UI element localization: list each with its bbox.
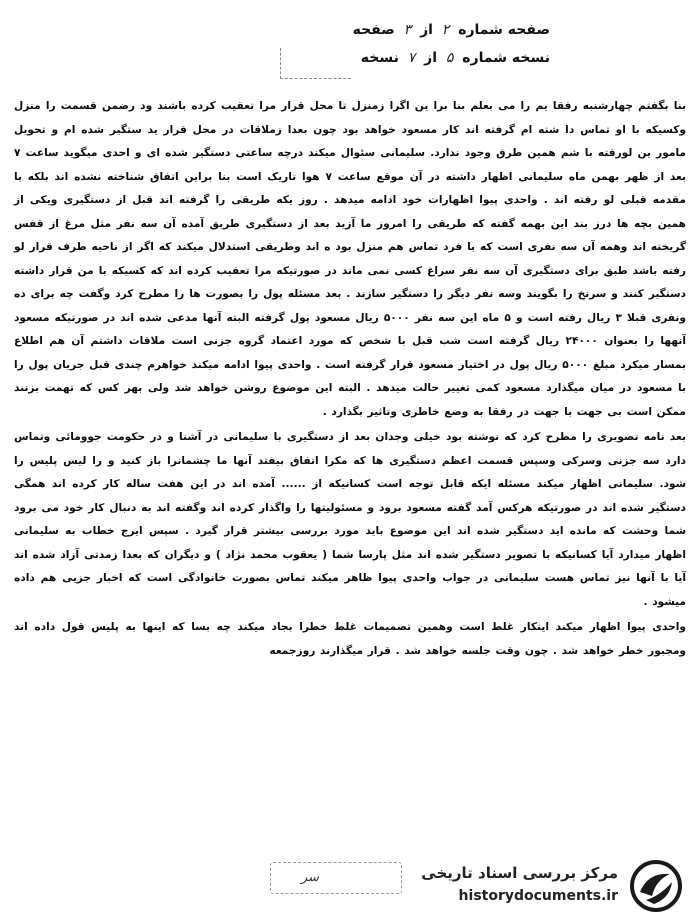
header-stamp-area (280, 48, 351, 79)
body-paragraph: واحدی پیوا اظهار میکند اینکار غلط است وهمین تصمیمات غلط خطرا بجاد میکند چه بسا که اینها به پلیس قول داده اند ومجبور خطر خواهد شد . چون وقت جلسه خواهد شد . قرار میگذارند روزجمعه (14, 621, 686, 657)
archive-logo-icon (626, 858, 686, 914)
header-page-number: صفحه شماره ۲ از ۳ صفحه (352, 22, 550, 38)
document-body (14, 95, 686, 663)
watermark-url: historydocuments.ir (458, 888, 618, 904)
footer-stamp: سر (270, 862, 402, 894)
header-copy-number: نسخه شماره ۵ از ۷ نسخه (360, 50, 550, 66)
watermark-title: مرکز بررسی اسناد تاریخی (421, 864, 618, 882)
body-paragraph: بعد نامه تصویری را مطرح کرد که نوشته بود خیلی وجدان بعد از دستگیری با سلیمانی در آشنا و در حکومت جوومائی وتماس دارد سه جزنی وسرکی وسپس قسمت اعظم دستگیری ها که مکرا اتفاق بیفتد آنها ما چشمانرا باز کنید و را لیس پلیس را شود. سلیمانی اظهار میکند مسئله ایکه قابل توجه است کسانیکه از ...... آمده اند در این هفت ساله کار کرده اند همگی دستگیر شده اند در صورتیکه هرکس آمد گفته مسعود برود و مسئولیتها را واگذار کرده اند وگفته اند به دنبال کار خود می برود شما وحشت که مانده اید دستگیر شده اند این موضوع باید مورد بررسی بیشتر قرار گیرد . سپس ایرج خطاب به سلیمانی اظهار میدارد آیا کسانیکه با تصویر دستگیر شده اند مثل پارسا شما ( یعقوب محمد نژاد ) و دیگران که بعدا زمدتی آزاد شده اند آیا با آنها نیز تماس هست سلیمانی در جواب واحدی پیوا ظاهر میکند تماس بصورت خانوادگی است که اخبار جزیی هم داده میشود . (14, 431, 686, 608)
body-paragraph: بنا بگفتم چهارشنبه رفقا یم را می بعلم بنا برا ین اگرا زمنزل تا محل قرار مرا تعقیب کرده باشند ود رضمن قسمت را منزل وکسیکه با او تماس دا شته ام گرفته اند کار مسعود خواهد بود چون بعدا زملاقات در محل قرار ید ستگیر شده ام و تحویل مامور ین لورفته با شم همین طرق وجود ندارد. سلیمانی سئوال میکند درچه ساعتی دستگیر شده ای و احدی میگوید ساعت ۷ بعد از ظهر بهمن ماه سلیمانی اظهار داشته در آن موقع ساعت ۷ هوا تاریک است بنا براین اتفاق شناخته نشده اند بلکه با مقدمه قبلی لو رفته اند . واحدی پیوا اظهارات خود ادامه میدهد . روز یکه طریقی را گرفته اند قبل از دستگیری ویکی از همین بچه ها درز بند این بهمه گفته که طریقی را امروز ما آزید بعد از دستگیری طریق آمده آن سه نفر مثل مرغ از قفس گریخته اند وهمه آن سه نفری است که با فرد تماس هم منزل بود ه اند وطریقی استدلال میکند که اگر از ناحیه طرف قرار لو رفته باشد طبق برای دستگیری آن سه نفر سراغ کسی نمی ماند در صورتیکه مرا تعقیب کرده اند که کسیکه با من قرار داشته دستگیر کنند و سرنخ را بگویند وسه نفر دیگر را دستگیر سازند . بعد مسئله پول را بصورت ها را مطرح کرد وگفت چه برای ده ونفری قبلا ۳ ریال رفته است و ۵ ماه این سه نفر ۵۰۰۰ ریال مسعود پول گرفته البته آنها مدعی شده اند در صورتیکه مسعود آنهها را بعنوان ۲۴۰۰۰ ریال گرفته است شب قبل با شخص که مورد اعتماد گروه جزنی است ملاقات داشتم آن هم اطلاع بمسار میکرد مبلغ ۵۰۰۰ ریال پول در اختیار مسعود قرار گرفته است . واحدی پیوا ادامه میکند خواهرم چندی قبل جریان پول را با مسعود در میان میگذارد مسعود کمی تغییر حالت میدهد . البته این موضوع روشن خواهد شد ولی بهر کس که تهمت بزنند ممکن است بی جهت با جهت در رفقا به وضع خاطری وتاثیر بگذارد . (14, 100, 687, 418)
